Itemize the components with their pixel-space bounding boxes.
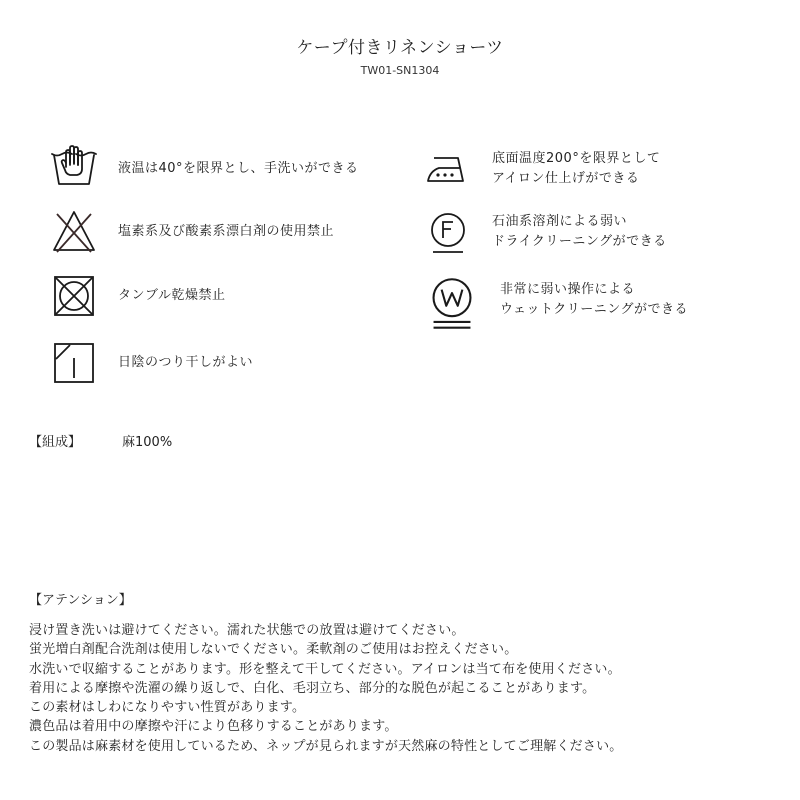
hand-wash-icon <box>48 143 100 195</box>
shade-dry-icon <box>48 337 100 389</box>
care-text-line: 底面温度200°を限界として <box>492 151 661 166</box>
attention-line: 蛍光増白剤配合洗剤は使用しないでください。柔軟剤のご使用はお控えください。 <box>29 642 518 658</box>
attention-notes <box>29 621 622 756</box>
care-text-shade-dry <box>118 353 253 373</box>
care-item-hand-wash <box>48 143 359 195</box>
care-text-line: タンブル乾燥禁止 <box>118 288 226 303</box>
care-item-no-tumble-dry <box>48 270 225 322</box>
wet-clean-w-icon <box>422 270 482 330</box>
no-tumble-dry-icon <box>48 270 100 322</box>
no-bleach-icon <box>48 206 100 258</box>
dry-clean-f-icon <box>422 206 474 258</box>
iron-icon <box>422 143 474 195</box>
care-item-dry-clean <box>422 206 667 258</box>
attention-line: 水洗いで収縮することがあります。形を整えて干してください。アイロンは当て布を使用ください。 <box>29 661 621 677</box>
attention-line: 着用による摩擦や洗濯の繰り返しで、白化、毛羽立ち、部分的な脱色が起こることがあります。 <box>29 680 596 696</box>
care-text-line: 日陰のつり干しがよい <box>118 355 254 370</box>
care-text-line: ドライクリーニングができる <box>492 234 667 249</box>
composition-value: 麻100% <box>122 435 173 450</box>
care-item-no-bleach <box>48 206 334 258</box>
attention-title: 【アテンション】 <box>29 593 132 608</box>
attention-line: この製品は麻素材を使用しているため、ネップが見られますが天然麻の特性としてご理解ください。 <box>29 738 623 754</box>
composition-label: 【組成】 <box>29 435 82 450</box>
care-text-wet-clean <box>500 280 688 320</box>
care-text-dry-clean <box>492 212 667 252</box>
care-text-line: 塩素系及び酸素系漂白剤の使用禁止 <box>118 224 335 239</box>
attention-line: 濃色品は着用中の摩擦や汗により色移りすることがあります。 <box>29 719 398 735</box>
attention-line: この素材はしわになりやすい性質があります。 <box>29 700 306 716</box>
care-text-no-bleach <box>118 222 334 242</box>
care-text-line: 液温は40°を限界とし、手洗いができる <box>118 161 359 176</box>
attention-line: 浸け置き洗いは避けてください。濡れた状態での放置は避けてください。 <box>29 623 465 638</box>
product-title: ケープ付きリネンショーツ <box>296 38 504 58</box>
care-text-line: 石油系溶剤による弱い <box>492 214 628 229</box>
care-text-line: ウェットクリーニングができる <box>500 302 688 317</box>
care-item-iron <box>422 143 660 195</box>
care-text-line: 非常に弱い操作による <box>500 282 636 297</box>
care-text-line: アイロン仕上げができる <box>492 171 640 186</box>
care-item-shade-dry <box>48 337 253 389</box>
product-code: TW01-SN1304 <box>360 64 440 77</box>
care-text-no-tumble-dry <box>118 286 225 306</box>
care-text-iron <box>492 149 660 189</box>
care-item-wet-clean <box>422 270 688 330</box>
care-text-hand-wash <box>118 159 359 179</box>
